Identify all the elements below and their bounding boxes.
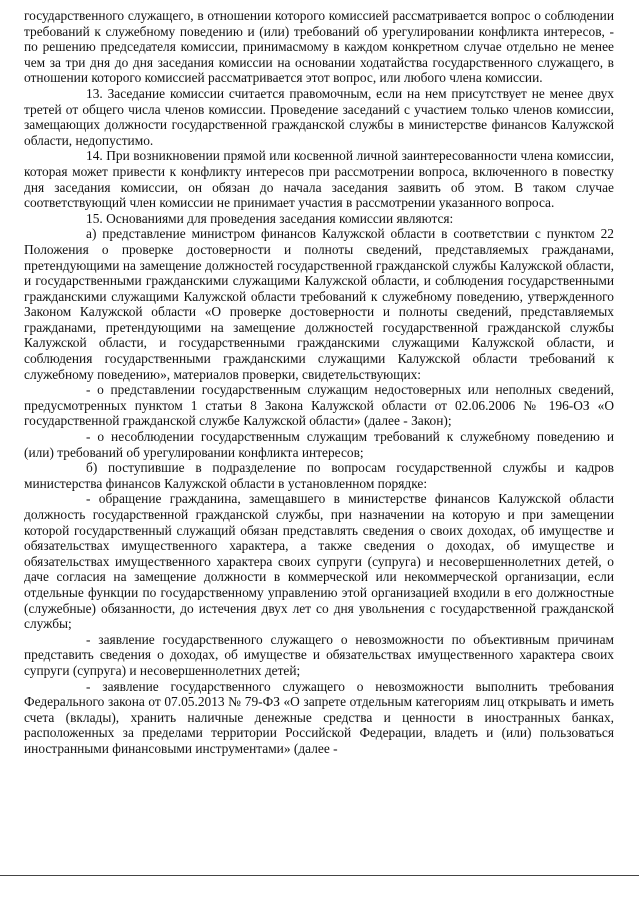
paragraph: государственного служащего, в отношении которого комиссией рассматривается вопрос о соблюдении требований к служебному поведению и (или) требований об урегулировании конфликта интересов, - по решению председателя комиссии, принимасмому в каждом конкретном случае отдельно не менее чем за три дня до дня заседания комиссии на основании ходатайства государственного служащего, в отношении которого комиссией рассматривается этот вопрос, или любого члена комиссии.	[24, 8, 614, 86]
paragraph: - заявление государственного служащего о невозможности выполнить требования Федерального закона от 07.05.2013 № 79-ФЗ «О запрете отдельным категориям лиц открывать и иметь счета (вклады), хранить наличные денежные средства и ценности в иностранных банках, расположенных за пределами территории Российской Федерации, владеть и (или) пользоваться иностранными финансовыми инструментами» (далее -	[24, 678, 614, 756]
paragraph: 13. Заседание комиссии считается правомочным, если на нем присутствует не менее двух третей от общего числа членов комиссии. Проведение заседаний с участием только членов комиссии, замещающих должности государственной гражданской службы в министерстве финансов Калужской области, недопустимо.	[24, 85, 614, 148]
paragraph: - обращение гражданина, замещавшего в министерстве финансов Калужской области должность государственной гражданской службы, при назначении на которую и при замещении которой государственный служащий обязан представлять сведения о своих доходах, об имуществе и обязательствах имущественного характера, а также сведения о доходах, об имуществе и обязательствах имущественного характера своих супруги (супруга) и несовершеннолетних детей, о даче согласия на замещение должности в коммерческой или некоммерческой организации, если отдельные функции по государственному управлению этой организацией входили в его должностные (служебные) обязанности, до истечения двух лет со дня увольнения с государственной гражданской службы;	[24, 491, 614, 632]
paragraph: а) представление министром финансов Калужской области в соответствии с пунктом 22 Положения о проверке достоверности и полноты сведений, представляемых гражданами, претендующими на замещение должностей государственной гражданской службы Калужской области, и государственными гражданскими служащими Калужской области, и соблюдения государственными гражданскими служащими Калужской области требований к служебному поведению, утвержденного Законом Калужской области «О проверке достоверности и полноты сведений, представляемых гражданами, претендующими на замещение должностей государственной гражданской службы Калужской области, и государственными гражданскими служащими Калужской области, и соблюдения государственными гражданскими служащими Калужской области требований к служебному поведению», материалов проверки, свидетельствующих:	[24, 226, 614, 382]
paragraph: 15. Основаниями для проведения заседания комиссии являются:	[86, 210, 454, 226]
paragraph: - заявление государственного служащего о невозможности по объективным причинам представить сведения о доходах, об имуществе и обязательствах имущественного характера своих супруги (супруга) и несовершеннолетних детей;	[24, 631, 614, 678]
document-page	[24, 8, 614, 757]
paragraph: б) поступившие в подразделение по вопросам государственной службы и кадров министерства финансов Калужской области в установленном порядке:	[24, 460, 614, 491]
paragraph: - о несоблюдении государственным служащим требований к служебному поведению и (или) требований об урегулировании конфликта интересов;	[24, 429, 614, 460]
page-bottom-rule	[0, 875, 639, 876]
paragraph: - о представлении государственным служащим недостоверных или неполных сведений, предусмотренных пунктом 1 статьи 8 Закона Калужской области от 02.06.2006 № 196-ОЗ «О государственной гражданской службе Калужской области» (далее - Закон);	[24, 382, 614, 429]
paragraph: 14. При возникновении прямой или косвенной личной заинтересованности члена комиссии, которая может привести к конфликту интересов при рассмотрении вопроса, включенного в повестку дня заседания комиссии, он обязан до начала заседания заявить об этом. В таком случае соответствующий член комиссии не принимает участия в рассмотрении указанного вопроса.	[24, 148, 614, 211]
